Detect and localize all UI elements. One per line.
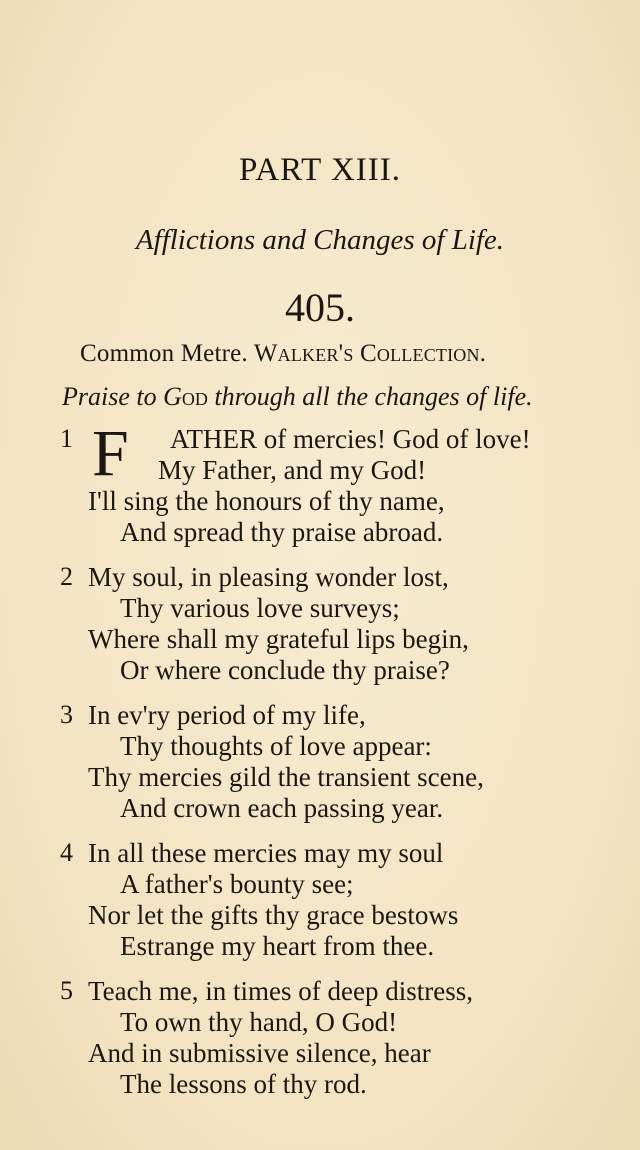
part-title: PART XIII. (238, 152, 402, 188)
verse-line: My Father, and my God! (158, 455, 427, 485)
collection-small-caps: ollection. (376, 340, 487, 367)
section-title: Afflictions and Changes of Life. (135, 224, 505, 256)
verse-number: 1 (60, 424, 73, 453)
verse-4 (0, 838, 640, 962)
source-name (254, 340, 354, 367)
verse-line: Thy thoughts of love appear: (120, 731, 432, 761)
verse-2 (0, 562, 640, 686)
collection-prefix: C (360, 340, 377, 367)
verse-line: And in submissive silence, hear (88, 1038, 431, 1068)
hymn-number: 405. (285, 285, 355, 330)
verse-line: Nor let the gifts thy grace bestows (88, 900, 459, 930)
verse-line: And spread thy praise abroad. (120, 517, 444, 547)
metre-name: Common Metre. (80, 340, 248, 367)
source-small-caps: alker's (277, 340, 354, 367)
theme-before: Praise to (62, 382, 164, 411)
theme-god-prefix: G (163, 382, 182, 411)
verse-line: Thy mercies gild the transient scene, (88, 762, 484, 792)
verse-number: 5 (60, 976, 73, 1005)
verse-line: And crown each passing year. (120, 793, 444, 823)
hymn-theme (62, 382, 640, 412)
source-collection (360, 340, 486, 367)
verse-line: My soul, in pleasing wonder lost, (88, 562, 449, 592)
verse-3 (0, 700, 640, 824)
verse-line: Teach me, in times of deep distress, (88, 976, 474, 1006)
verse-line: Or where conclude thy praise? (120, 655, 450, 685)
verse-line: Estrange my heart from thee. (120, 931, 435, 961)
theme-god (163, 382, 208, 411)
verse-number: 4 (60, 838, 73, 867)
verse-line: I'll sing the honours of thy name, (88, 486, 445, 516)
verse-line: A father's bounty see; (120, 869, 354, 899)
verse-number: 3 (60, 700, 73, 729)
verses (0, 417, 640, 1114)
verse-number: 2 (60, 562, 73, 591)
verse-line: ATHER of mercies! God of love! (170, 424, 531, 454)
drop-cap: F (92, 417, 129, 490)
source-prefix: W (253, 340, 278, 367)
verse-line: In all these mercies may my soul (88, 838, 444, 868)
verse-line: In ev'ry period of my life, (88, 700, 366, 730)
theme-after: through all the changes of life. (207, 382, 533, 411)
verse-line: The lessons of thy rod. (120, 1069, 367, 1099)
verse-1 (0, 417, 640, 548)
verse-line: Where shall my grateful lips begin, (88, 624, 469, 654)
verse-line: To own thy hand, O God! (120, 1007, 398, 1037)
verse-line: Thy various love surveys; (120, 593, 400, 623)
theme-god-small-caps: od (181, 382, 208, 411)
metre-line (80, 340, 640, 368)
verse-5 (0, 976, 640, 1100)
